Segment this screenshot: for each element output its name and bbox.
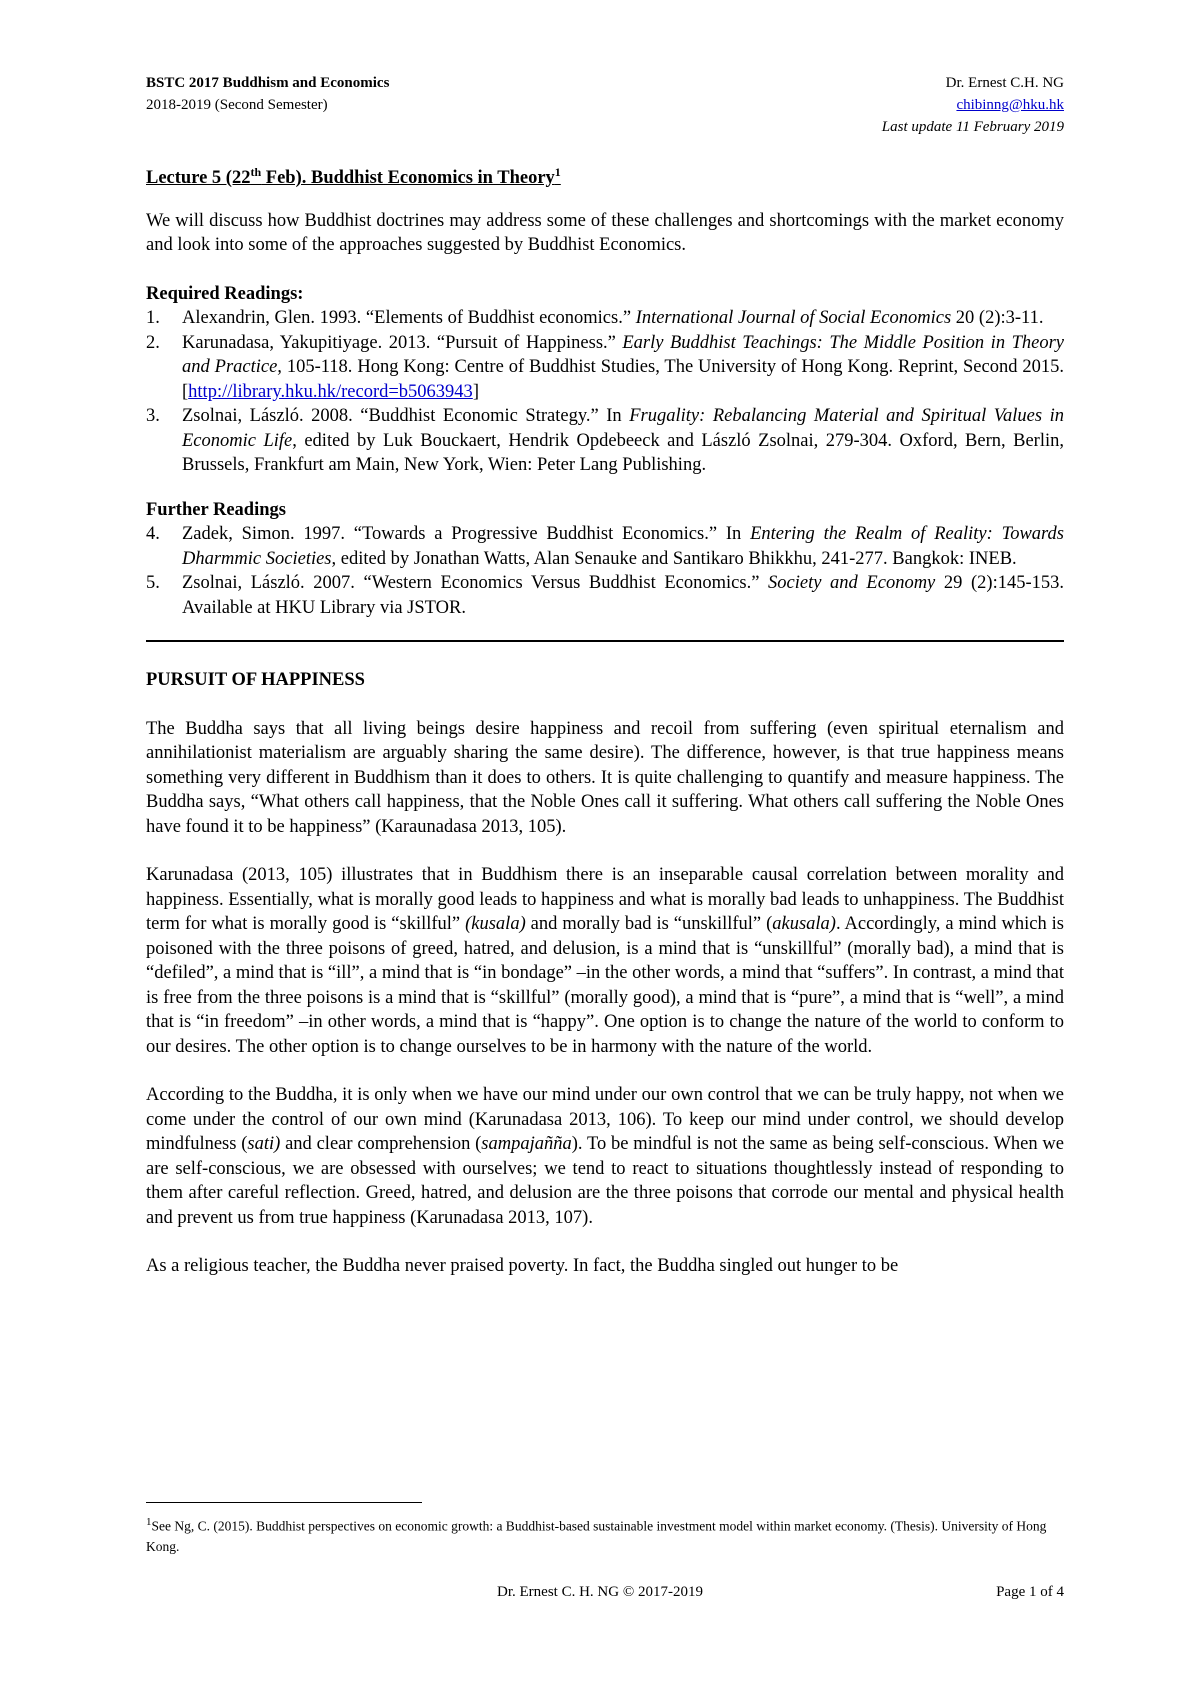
list-item [146, 522, 1064, 571]
citation-text: 20 (2):3-11. [951, 308, 1044, 329]
item-number: 4. [146, 524, 160, 545]
item-number: 5. [146, 573, 160, 594]
citation-title: Society and Economy [768, 573, 936, 594]
paragraph-text: ). To be mindful is not the same as being self-conscious. When we are self-conscious, we are obsessed with ourselves; we tend to react to situations thoughtlessly instead of responding to them after careful reflection. Greed, hatred, and delusion are the three poisons that corrode our mental and physical health and prevent us from true happiness (Karunadasa 2013, 107). [146, 1134, 1064, 1228]
footnote-ref[interactable]: 1 [554, 165, 561, 179]
section-heading: PURSUIT OF HAPPINESS [146, 670, 365, 691]
author-email-link[interactable]: chibinng@hku.hk [956, 97, 1064, 113]
citation-text: 29 (2):145-153. Available at HKU Library via JSTOR. [182, 573, 1064, 618]
list-item [146, 331, 1064, 405]
item-number: 1. [146, 308, 160, 329]
last-update: Last update 11 February 2019 [881, 119, 1064, 135]
lecture-title-rest: Feb). Buddhist Economics in Theory [261, 168, 555, 189]
required-readings-heading: Required Readings: [146, 283, 304, 304]
section-divider [146, 640, 1064, 642]
pali-term: sampajañña [481, 1134, 572, 1155]
further-readings-heading: Further Readings [146, 499, 286, 520]
citation-title: Entering the Realm of Reality: Towards Dharmmic Societies [182, 524, 1064, 569]
required-readings-list [146, 306, 1064, 478]
lecture-title-main: Lecture 5 (22 [146, 168, 251, 189]
footnote-separator [146, 1502, 422, 1503]
library-link[interactable]: http://library.hku.hk/record=b5063943 [188, 381, 473, 402]
further-readings-list [146, 522, 1064, 620]
citation-title: Frugality: Rebalancing Material and Spiritual Values in Economic Life [182, 406, 1064, 451]
citation-title: Early Buddhist Teachings: The Middle Position in Theory and Practice, [182, 332, 1064, 378]
pali-term: (kusala) [465, 914, 526, 935]
pali-term: akusala) [772, 914, 836, 935]
page-number: Page 1 of 4 [996, 1584, 1064, 1600]
paragraph-text: Karunadasa (2013, 105) illustrates that in Buddhism there is an inseparable causal correlation between morality and happiness. Essentially, what is morally good leads to happiness and what is morally bad leads to unhappiness. The Buddhist term for what is morally good is “skillful” [146, 865, 1064, 935]
list-item [146, 404, 1064, 478]
footnote-text: See Ng, C. (2015). Buddhist perspectives on economic growth: a Buddhist-based sustainable investment model within market economy. (Thesis). University of Hong Kong. [146, 1518, 1047, 1554]
paragraph-3 [146, 1083, 1064, 1230]
item-number: 2. [146, 332, 160, 353]
main-content [146, 160, 1064, 1279]
citation-text: Alexandrin, Glen. 1993. “Elements of Buddhist economics.” [182, 308, 636, 329]
pali-term: sati) [247, 1134, 281, 1155]
header-right [882, 72, 1064, 138]
paragraph-text: and morally bad is “unskillful” ( [525, 914, 773, 935]
author-name: Dr. Ernest C.H. NG [945, 75, 1064, 91]
paragraph-text: According to the Buddha, it is only when we have our mind under our own control that we can be truly happy, not when we come under the control of our own mind (Karunadasa 2013, 106). To keep our mind under control, we should develop mindfulness ( [146, 1085, 1064, 1155]
footnote [146, 1512, 1064, 1557]
header-left [146, 72, 389, 116]
footer-copyright: Dr. Ernest C. H. NG © 2017-2019 [497, 1584, 703, 1600]
citation-text: ] [472, 381, 479, 402]
paragraph-2 [146, 863, 1064, 1059]
list-item [146, 306, 1064, 331]
citation-text: , edited by Jonathan Watts, Alan Senauke and Santikaro Bhikkhu, 241-277. Bangkok: INEB. [331, 548, 1017, 569]
list-item [146, 571, 1064, 620]
citation-text: Zsolnai, László. 2008. “Buddhist Economic Strategy.” In [182, 406, 630, 427]
paragraph-text: . Accordingly, a mind which is poisoned with the three poisons of greed, hatred, and delusion, is a mind that is “unskillful” (morally bad), a mind that is “defiled”, a mind that is “ill”, a mind that is “in bondage” –in the other words, a mind that “suffers”. In contrast, a mind that is free from the three poisons is a mind that is “skillful” (morally good), a mind that is “pure”, a mind that is “well”, a mind that is “in freedom” –in other words, a mind that is “happy”. One option is to change the nature of the world to conform to our desires. The other option is to change ourselves to be in harmony with the nature of the world. [146, 914, 1065, 1057]
citation-text: Zadek, Simon. 1997. “Towards a Progressive Buddhist Economics.” In [182, 524, 751, 545]
paragraph-text: and clear comprehension ( [280, 1134, 482, 1155]
paragraph-1: The Buddha says that all living beings desire happiness and recoil from suffering (even spiritual eternalism and annihilationist materialism are arguably sharing the same desire). The difference, however, is that true happiness means something very different in Buddhism than it does to others. It is quite challenging to quantify and measure happiness. The Buddha says, “What others call happiness, that the Noble Ones call it suffering. What others call suffering the Noble Ones have found it to be happiness” (Karaunadasa 2013, 105). [146, 718, 1064, 837]
intro-paragraph: We will discuss how Buddhist doctrines may address some of these challenges and shortcomings with the market economy and look into some of the approaches suggested by Buddhist Economics. [146, 210, 1064, 256]
citation-text: Karunadasa, Yakupitiyage. 2013. “Pursuit of Happiness.” [182, 332, 623, 353]
citation-text: , edited by Luk Bouckaert, Hendrik Opdebeeck and László Zsolnai, 279-304. Oxford, Bern, Berlin, Brussels, Frankfurt am Main, New York, Wien: Peter Lang Publishing. [182, 430, 1064, 476]
citation-text: 105-118. Hong Kong: Centre of Buddhist Studies, The University of Hong Kong. Reprint, Second 2015. [ [182, 357, 1064, 402]
item-number: 3. [146, 406, 160, 427]
citation-title: International Journal of Social Economics [635, 308, 952, 329]
citation-text: Zsolnai, László. 2007. “Western Economics Versus Buddhist Economics.” [182, 573, 769, 594]
paragraph-4: As a religious teacher, the Buddha never praised poverty. In fact, the Buddha singled out hunger to be [146, 1256, 899, 1277]
lecture-title [146, 160, 1064, 191]
lecture-title-sup: th [250, 165, 262, 179]
semester: 2018-2019 (Second Semester) [146, 97, 328, 113]
course-title: BSTC 2017 Buddhism and Economics [146, 75, 390, 91]
footnote-number: 1 [146, 1516, 152, 1528]
